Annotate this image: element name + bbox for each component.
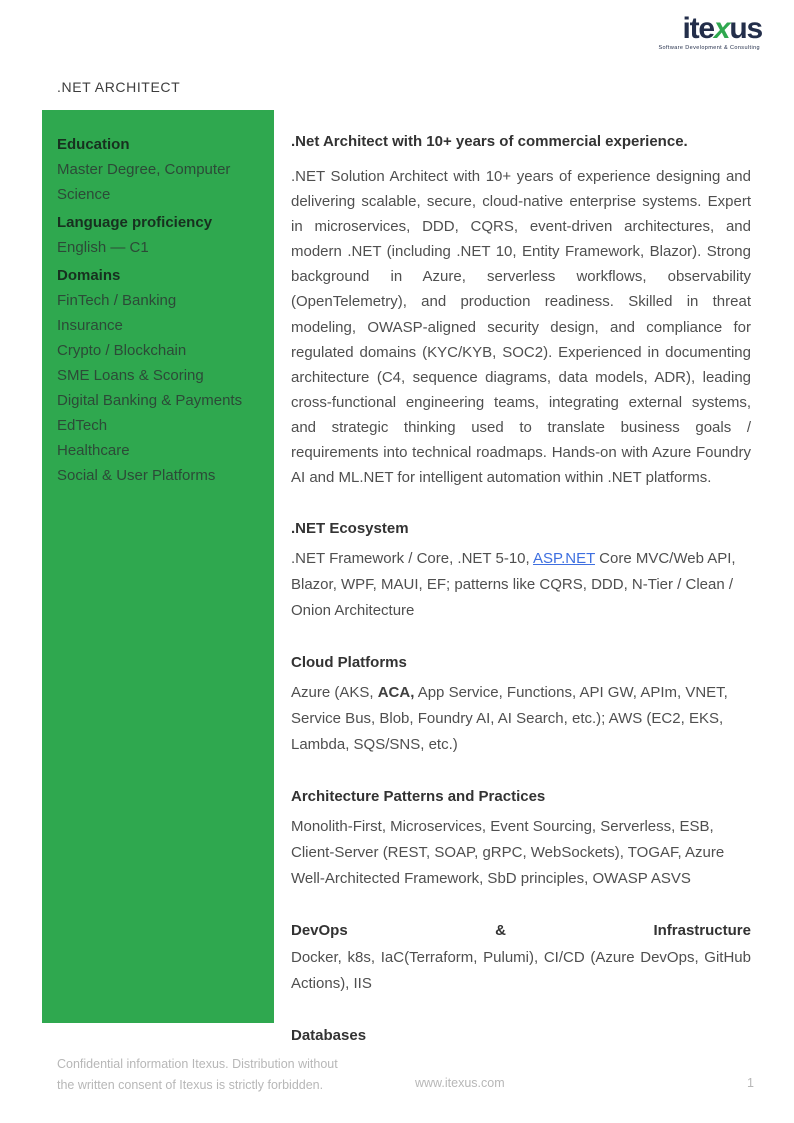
cloud-platforms-text-suffix: App Service, Functions, API GW, APIm, VNET, Service Bus, Blob, Foundry AI, AI Search, etc.); AWS (EC2, EKS, Lambda, SQS/SNS, etc.) [291, 684, 728, 754]
sidebar-item-domain-digital-banking: Digital Banking & Payments [57, 392, 243, 409]
footer-confidential-line-1: Confidential information Itexus. Distribution without [57, 1057, 338, 1071]
sidebar-heading-education: Education [57, 136, 130, 153]
net-ecosystem-text-before-link: .NET Framework / Core, .NET 5-10, [291, 550, 534, 568]
section-body-architecture-patterns: Monolith-First, Microservices, Event Sourcing, Serverless, ESB, Client-Server (REST, SOAP, gRPC, WebSockets), TOGAF, Azure Well-Architected Framework, SbD principles, OWASP ASVS [291, 818, 725, 888]
main-content [291, 131, 751, 1047]
logo-text-prefix: ite [682, 12, 714, 45]
section-body-cloud-platforms [291, 680, 751, 758]
profile-headline: .Net Architect with 10+ years of commercial experience. [291, 133, 688, 150]
cloud-platforms-text-prefix: Azure (AKS, [291, 684, 378, 702]
section-body-devops-infrastructure: Docker, k8s, IaC(Terraform, Pulumi), CI/CD (Azure DevOps, GitHub Actions), IIS [291, 949, 751, 993]
page-title: .NET ARCHITECT [57, 79, 181, 95]
sidebar-item-education-degree: Master Degree, Computer Science [57, 161, 231, 203]
footer-page-number: 1 [747, 1076, 754, 1090]
section-heading-databases: Databases [291, 1027, 367, 1045]
aspnet-link[interactable]: ASP.NET [533, 550, 595, 568]
sidebar-item-domain-fintech: FinTech / Banking [57, 292, 177, 309]
sidebar-item-domain-healthcare: Healthcare [57, 442, 130, 459]
sidebar-item-domain-sme-loans: SME Loans & Scoring [57, 367, 204, 384]
section-heading-net-ecosystem: .NET Ecosystem [291, 520, 409, 538]
itexus-logo-wordmark [658, 14, 762, 44]
logo-x-swoosh-icon: x [713, 12, 730, 45]
footer-confidential-note [57, 1054, 387, 1096]
logo-text-suffix: us [729, 12, 762, 45]
cloud-platforms-bold-aca: ACA, [377, 684, 415, 702]
itexus-logo [658, 14, 762, 51]
logo-tagline: Software Development & Consulting [658, 45, 760, 51]
devops-heading-word-1: DevOps [291, 922, 348, 940]
sidebar-item-domain-social: Social & User Platforms [57, 467, 216, 484]
section-heading-cloud-platforms: Cloud Platforms [291, 654, 407, 672]
net-ecosystem-text-after-link: Core MVC/Web API, Blazor, WPF, MAUI, EF; patterns like CQRS, DDD, N-Tier / Clean / Onion Architecture [291, 550, 736, 620]
sidebar [42, 110, 274, 1023]
section-heading-devops-infrastructure [291, 920, 751, 942]
footer-confidential-line-2: the written consent of Itexus is strictly forbidden. [57, 1078, 324, 1092]
sidebar-item-english-level: English — C1 [57, 239, 149, 256]
sidebar-item-domain-insurance: Insurance [57, 317, 123, 334]
devops-heading-word-3: Infrastructure [653, 922, 751, 940]
sidebar-item-domain-crypto: Crypto / Blockchain [57, 342, 187, 359]
profile-summary: .NET Solution Architect with 10+ years of experience designing and delivering scalable, secure, cloud-native enterprise systems. Expert in microservices, DDD, CQRS, event-driven architectures, and modern .NET (including .NET 10, Entity Framework, Blazor). Strong background in Azure, serverless workflows, observability (OpenTelemetry), and production readiness. Skilled in threat modeling, OWASP-aligned security design, and compliance for regulated domains (KYC/KYB, SOC2). Experienced in documenting architecture (C4, sequence diagrams, data models, ADR), leading cross-functional engineering teams, integrating external systems, and strategic thinking used to translate business goals / requirements into technical roadmaps. Hands-on with Azure Foundry AI and ML.NET for intelligent automation within .NET platforms. [291, 168, 751, 487]
section-body-net-ecosystem [291, 546, 751, 624]
sidebar-item-domain-edtech: EdTech [57, 417, 108, 434]
sidebar-heading-domains: Domains [57, 267, 121, 284]
footer-website: www.itexus.com [415, 1076, 505, 1090]
section-heading-architecture-patterns: Architecture Patterns and Practices [291, 788, 546, 806]
devops-heading-word-2: & [495, 922, 506, 940]
sidebar-heading-language-proficiency: Language proficiency [57, 214, 213, 231]
